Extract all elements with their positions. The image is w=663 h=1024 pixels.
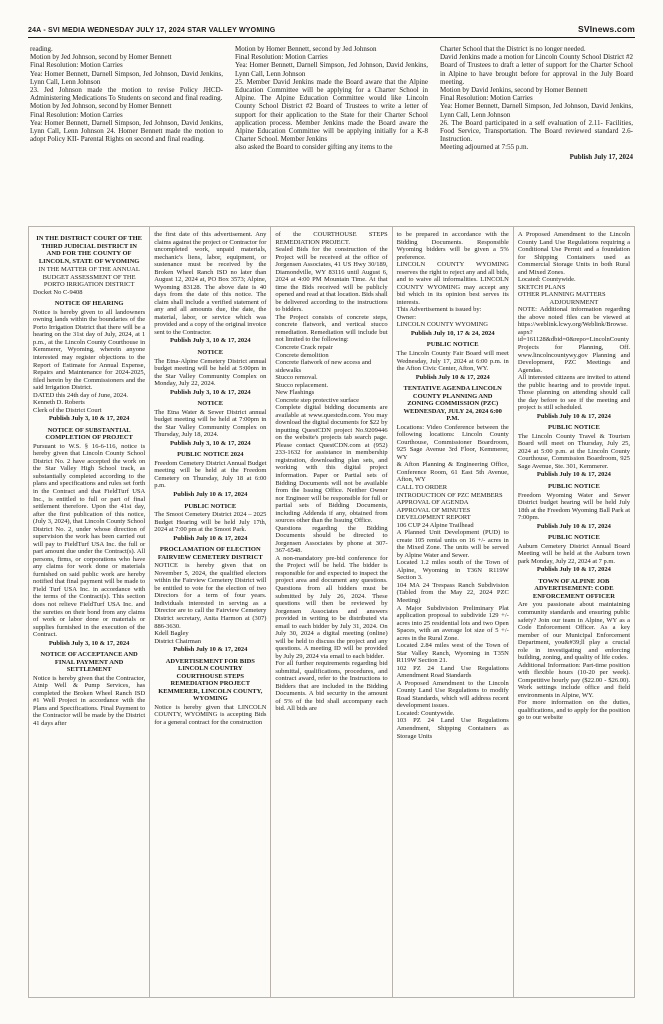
notice-heading: PUBLIC NOTICE xyxy=(184,502,237,510)
notice-heading: PUBLIC NOTICE xyxy=(547,534,600,542)
notice-paragraph: Notice is hereby given that the Contractor, Atnip Well & Pump Services, has completed the Broken Wheel Ranch ISD #1 Well Project in accordance with the Plans and Specifications. Final Payment to the Contractor will be made by the District 41 days after xyxy=(33,674,146,727)
publish-date-line: Publish July 3, 10 & 17, 2024 xyxy=(48,415,130,423)
notice-line: reading. xyxy=(30,45,53,53)
notice-line: INTRODUCTION OF PZC MEMBERS xyxy=(396,491,503,499)
notice-line: New Flashings xyxy=(275,389,315,397)
notice-line: APPROVAL OF AGENDA xyxy=(396,499,469,507)
notice-paragraph: A Planned Unit Development (PUD) to create 105 rental units on 16 +/- acres in the Mixed Zone. The units will be served by Alpine Water and Sewer. xyxy=(396,529,509,559)
notice-heading: PUBLIC NOTICE xyxy=(426,341,479,349)
top-column-1 xyxy=(30,45,223,226)
notice-paragraph: Motion by Jed Johnson, second by Homer Bennett xyxy=(30,53,172,62)
notice-paragraph: to be prepared in accordance with the Bidding Documents. Responsible Wyoming bidders will be given a 5% preference. xyxy=(396,231,509,261)
ncolumn-1 xyxy=(29,227,150,997)
notice-paragraph: All interested citizens are invited to attend the public hearing and to provide input. Those planning on attending should call the day before to see if the meeting and project is still scheduled. xyxy=(517,374,631,412)
notice-paragraph: 102 PZ 24 Land Use Regulations Amendment Road Standards xyxy=(396,664,509,680)
notice-paragraph: also asked the Board to consider gifting any items to the xyxy=(235,143,393,152)
ncolumn-2 xyxy=(150,227,271,997)
notice-line: Kdell Bagley xyxy=(154,630,189,638)
notice-paragraph: Yea: Homer Bennett, Darnell Simpson, Jed Johnson, David Jenkins, Lynn Call, Lenn Johnson xyxy=(235,61,428,78)
notice-paragraph: Additional Information: Part-time position with flexible hours (10-20 per week). Competitive hourly pay ($22.00 - $26.00). Work settings include office and field environments in Alpine, WY. xyxy=(517,661,631,699)
notice-line: Concrete flatwork of new access and sidewalks xyxy=(275,359,372,374)
notice-line: CALL TO ORDER xyxy=(396,484,448,491)
publish-date-line: Publish July 17, 2024 xyxy=(569,153,633,162)
notice-paragraph: The Etna-Alpine Cemetery District annual budget meeting will be held at 5:00pm in the Star Valley Community Complex on Monday, July 22, 2024. xyxy=(154,357,267,388)
notice-paragraph: A Major Subdivision Preliminary Plat application proposal to subdivide 129 +/- acres into 25 residential lots and two Open Spaces, with an average lot size of 5 +/- acres in the Rural Zone. xyxy=(396,604,509,642)
notice-paragraph: Yea: Homer Bennett, Darnell Simpson, Jed Johnson, David Jenkins, Lynn Call, Lenn Johnson xyxy=(30,69,223,86)
notice-heading: NOTICE OF SUBSTANTIAL COMPLETION OF PROJECT xyxy=(45,426,133,442)
notice-heading: PUBLIC NOTICE xyxy=(547,483,600,490)
notice-heading: NOTICE xyxy=(197,348,224,356)
publish-date-line: Publish July 3, 10 & 17, 2024 xyxy=(170,388,251,396)
notice-heading: TOWN OF ALPINE JOB ADVERTISEMENT: CODE ENFORCEMENT OFFICER xyxy=(532,577,615,600)
notice-paragraph: Final Resolution: Motion Carries xyxy=(440,94,533,103)
notice-paragraph: 103 PZ 24 Land Use Regulations Amendment, Shipping Containers as Storage Units xyxy=(396,717,509,740)
notice-heading: NOTICE OF ACCEPTANCE AND FINAL PAYMENT AND SETTLEMENT xyxy=(40,651,138,674)
notice-paragraph: Motion by David Jenkins, second by Homer Bennett xyxy=(440,85,588,94)
notice-heading: PUBLIC NOTICE 2024 xyxy=(177,451,244,459)
notice-paragraph: 25. Member David Jenkins made the Board aware that the Alpine Education Committee will be applying for a Charter School in Alpine. The Alpine Education Committee would like Lincoln County School District #2 Board of Trustees to write a letter of support for their application to the State for their Charter School application process. Member Jenkins made the Board aware the Alpine Education Committee will be applying initially for a K-8 Charter School. Member Jenkins xyxy=(235,77,428,144)
notice-paragraph: David Jenkins made a motion for Lincoln County School District #2 Board of Trustees to draft a letter of support for the Charter School in Alpine to have brought before for approval in the July Board meeting. xyxy=(440,53,633,86)
notice-paragraph: Motion by Homer Bennett, second by Jed Johnson xyxy=(235,45,377,53)
notice-paragraph: Freedom Wyoming Water and Sewer District budget hearing will be held July 18th at the Freedom Wyoming Ball Park at 7:00pm. xyxy=(517,491,631,522)
notice-paragraph: Sealed Bids for the construction of the Project will be received at the office of Jorgensen Associates, 41 US Hwy 30/189, Diamondville, WY 83116 until August 6, 2024 at 4:00 PM Mountain Time. At that time the Bids received will be publicly opened and read at that location. Bids shall be delivered according to the instructions to bidders. xyxy=(275,246,388,314)
ncolumn-3 xyxy=(271,227,392,997)
notice-paragraph: Auburn Cemetery District Annual Board Meeting will be held at the Auburn town park Monday, July 22, 2024 at 7 p.m. xyxy=(517,542,631,565)
notice-line: This Advertisement is issued by: xyxy=(396,306,482,314)
notice-paragraph: the first date of this advertisement. Any claims against the project or Contractor for uncompleted work, unpaid materials, mechanic's liens, labor, equipment, or sustenance must be received by the Broken Wheel Ranch ISD no later than August 12, 2024 at, PO Box 3573; Alpine, Wyoming 83128. The above date is 40 days from the date of this notice. The claim shall include a verified statement of any and all amounts due, the date, the material, labor, or service which was provided and a copy of the original invoice sent to the Contractor. xyxy=(154,231,267,336)
board-minutes-continuation xyxy=(28,38,635,226)
notice-paragraph: For more information on the duties, qualifications, and to apply for the position go to our website xyxy=(517,699,631,722)
notice-heading: PROCLAMATION OF ELECTION FAIRVIEW CEMETERY DISTRICT xyxy=(157,546,263,561)
notice-paragraph: Complete digital bidding documents are available at www.questcdn.com. You may download the digital documents for $22 by inputting QuestCDN project No.9209446 on the website's projects tab search page. Please contact QuestCDN.com at (952) 233-1632 for assistance in membership registration, downloading plan sets, and working with this digital project information. Paper or Partial sets of Bidding Documents will not be available from the Issuing Office. Neither Owner nor Engineer will be responsible for full or partial sets of Bidding Documents, including Addenda if any, obtained from sources other than the Issuing Office. xyxy=(275,404,388,525)
notice-paragraph: 26. The Board participated in a self evaluation of 2.11- Facilities, Food Service, Transportation. The Board reviewed standard 2.6- Instruction. xyxy=(440,118,633,144)
notice-heading: TENTATIVE AGENDA LINCOLN COUNTY PLANNING AND ZONING COMMISSION (PZC) WEDNESDAY, JULY 24, 2024 6:00 P.M. xyxy=(403,385,502,423)
notice-line: Docket No C-9408 xyxy=(33,288,83,296)
notice-paragraph: Located 1.2 miles south of the Town of Alpine, Wyoming in T36N R119W Section 3. xyxy=(396,559,509,582)
notice-paragraph: 104 MA 24 Trespass Ranch Subdivision (Tabled from the May 22, 2024 PZC Meeting) xyxy=(396,581,509,604)
notice-line: 106 CUP 24 Alpine Trailhead xyxy=(396,521,474,529)
notice-paragraph: The Smoot Cemetery District 2024 – 2025 Budget Hearing will be held July 17th, 2024 at 7:00 pm at the Smoot Park. xyxy=(154,511,267,534)
notice-line: Stucco removal. xyxy=(275,374,318,382)
notice-paragraph: The Lincoln County Travel & Tourism Board will meet on Thursday, July 25, 2024 at 5:00 p.m. at the Lincoln County Courthouse, Commission Boardroom, 925 Sage Avenue, Ste. 301, Kemmerer. xyxy=(517,432,631,470)
notice-paragraph: NOTICE is hereby given that on November 5, 2024, the qualified electors within the Fairview Cemetery District will be entitled to vote for the election of two Directors for a term of four years. Individuals interested in serving as a Director are to call the Fairview Cemetery District secretary, Anita Harmon at (307) 886-3630. xyxy=(154,562,267,630)
notice-heading: NOTICE xyxy=(197,400,224,408)
notice-paragraph: Notice is hereby given to all landowners owning lands within the boundaries of the Porto Irrigation District that there will be a hearing on the 31st day of July, 2024, at 1 p.m., at the Lincoln County Courthouse in Kemmerer, Wyoming, wherein anyone interested may register objections to the Report of Estimate for Annual Expense, Repairs and Maintenance for 2024-2025, filed herein by the Commissioners and the said Irrigation District. xyxy=(33,308,146,392)
notice-paragraph: Final Resolution: Motion Carries xyxy=(30,110,123,119)
notice-paragraph: Motion by Jed Johnson, second by Homer Bennett xyxy=(30,102,172,111)
notice-line: Located: Countywide. xyxy=(396,709,455,717)
notice-paragraph: Projects for Planning, Off. www.lincolncountywy.gov Planning and Development, PZC Meetings and Agendas. xyxy=(517,343,631,374)
notice-line: OTHER PLANNING MATTERS xyxy=(517,291,606,299)
ncolumn-5 xyxy=(514,227,634,997)
notice-centered-line: IN THE MATTER OF THE ANNUAL BUDGET ASSESSMENT OF THE PORTO IRRIGATION DISTRICT xyxy=(38,266,140,289)
notice-paragraph: Final Resolution: Motion Carries xyxy=(30,61,123,70)
masthead-url: SVInews.com xyxy=(578,24,635,34)
notice-paragraph: For all further requirements regarding bid submittal, qualifications, procedures, and contract award, refer to the Instructions to Bidders that are included in the Bidding Documents. A bid security in the amount of 5% of the bid shall accompany each bid. All bids are xyxy=(275,660,388,713)
publish-date-line: Publish July 10 & 17, 2024 xyxy=(173,491,248,498)
notice-line: Kenneth D. Roberts xyxy=(33,399,85,407)
notice-paragraph: Yea: Homer Bennett, Darnell Simpson, Jed Johnson, David Jenkins, Lynn Call, Lenn Johnson 24. Homer Bennett made the motion to adopt Policy KII- Parental Rights on second and final reading. xyxy=(30,118,223,144)
notice-line: SKETCH PLANS xyxy=(517,283,566,291)
notice-paragraph: Notice is hereby given that LINCOLN COUNTY, WYOMING is accepting Bids for a general contract for the construction xyxy=(154,703,267,726)
notice-paragraph: Final Resolution: Motion Carries xyxy=(235,53,328,62)
publish-date-line: Publish July 3, 10 & 17, 2024 xyxy=(48,639,130,647)
notice-paragraph: Questions regarding the Bidding Documents should be directed to Jorgensen Associates by phone at 307-367-6548. xyxy=(275,524,388,555)
publish-date-line: Publish July 10 & 17, 2024 xyxy=(173,534,248,542)
notice-line: Concrete Crack repair xyxy=(275,343,333,351)
notice-paragraph: Pursuant to W.S. § 16-6-116, notice is hereby given that Lincoln County School District No. 2 have accepted the work on the Star Valley High School track, as substantially completed according to the plans and specifications and rules set forth in the Contract and that FieldTurf USA Inc., is entitled to full or part of final settlement therefore. Upon the 41st day, after the first publication of this notice, (July 3, 2024), that Lincoln County School District No. 2, under whose direction of supervision the work has been carried out will pay to FieldTurf USA Inc. the full or part amount due under the Contract(s). All persons, firms, or corporations who have any claims for work done or materials furnished on said public work are hereby notified that final payment will be made to Field Turf USA Inc. in accordance with the terms of the Contract(s). This section does not relieve FieldTurf USA Inc. and the sureties on their bond from any claims of work or labor done or materials or supplies furnished in the execution of the Contract. xyxy=(33,442,146,639)
notice-line: LINCOLN COUNTY WYOMING xyxy=(396,321,488,329)
top-column-2 xyxy=(235,45,428,226)
notice-line: Clerk of the District Court xyxy=(33,406,102,414)
notice-heading: ADVERTISEMENT FOR BIDS LINCOLN COUNTRY COURTHOUSE STEPS REMEDIATION PROJECT KEMMERER, LINCOLN COUNTY, WYOMING xyxy=(158,657,263,703)
publish-date-line: Publish July 10 & 17, 2024 xyxy=(536,471,611,479)
notice-line: Concrete step protective surface xyxy=(275,396,359,404)
notice-paragraph: Yea: Homer Bennett, Darnell Simpson, Jed Johnson, David Jenkins, Lynn Call, Lenn Johnson xyxy=(440,102,633,119)
notice-paragraph: & Afton Planning & Engineering Office, Conference Room, 61 East 5th Avenue, Afton, WY xyxy=(396,461,509,484)
notice-paragraph: LINCOLN COUNTY WYOMING reserves the right to reject any and all bids, and to waive all informalities. LINCOLN COUNTY WYOMING may accept any bid which in its opinion best serves its interests. xyxy=(396,261,509,306)
publish-date-line: Publish July 10 & 17, 2024 xyxy=(536,412,611,420)
notice-centered-line: ADJOURNMENT xyxy=(549,298,599,306)
publish-date-line: Publish July 10 & 17, 2024 xyxy=(536,522,611,530)
notice-paragraph: of the COURTHOUSE STEPS REMEDIATION PROJECT. xyxy=(275,231,388,246)
notice-heading: NOTICE OF HEARING xyxy=(54,300,124,308)
publish-date-line: Publish July 10, 17 & 24, 2024 xyxy=(410,329,495,337)
notice-line: DEVELOPMENT REPORT xyxy=(396,514,471,522)
legal-notices-section xyxy=(28,226,635,998)
notice-paragraph: A non-mandatory pre-bid conference for the Project will be held. The bidder is responsible for and expected to inspect the project area and document any questions. Questions from all bidders must be submitted by July 26, 2024. These questions will then be reviewed by Jorgensen Associates and answers provided in writing to be distributed via email to each bidder by July 31, 2024. On July 30, 2024 a digital meeting (online) will be held to discuss the project and any questions. A meeting ID will be provided by July 29, 2024 via email to each bidder. xyxy=(275,554,388,660)
notice-line: Owner: xyxy=(396,313,417,321)
notice-heading: IN THE DISTRICT COURT OF THE THIRD JUDICIAL DISTRICT IN AND FOR THE COUNTY OF LINCOLN, STATE OF WYOMING xyxy=(36,235,142,265)
notice-paragraph: Locations: Video Conference between the following locations: Lincoln County Courthouse, Commissioner Boardroom, 925 Sage Avenue 3rd Floor, Kemmerer, WY xyxy=(396,423,509,461)
notice-paragraph: Located 2.84 miles west of the Town of Star Valley Ranch, Wyoming in T35N R119W Section 21. xyxy=(396,642,509,665)
notice-paragraph: The Etna Water & Sewer District annual budget meeting will be held at 7:00pm in the Star Valley Community Complex on Thursday, July 18, 2024. xyxy=(154,408,267,439)
notice-paragraph: A Proposed Amendment to the Lincoln County Land Use Regulations to modify Road Standards, which will address recent development issues. xyxy=(396,679,509,710)
notice-paragraph: The Lincoln County Fair Board will meet Wednesday, July 17, 2024 at 6:00 p.m. in the Afton Civic Center, Afton, WY. xyxy=(396,349,509,373)
notice-line: Concrete demolition xyxy=(275,351,329,359)
notice-line: Located: Countywide. xyxy=(517,276,576,284)
page-header-left: 24A - SVI MEDIA WEDNESDAY JULY 17, 2024 STAR VALLEY WYOMING xyxy=(28,27,276,34)
notice-line: Stucco replacement. xyxy=(275,381,329,389)
notice-paragraph: NOTE: Additional information regarding the above noted files can be viewed at https://weblink.lcwy.org/Weblink/Browse.aspx?id=161128&dbid=0&repo=LincolnCounty xyxy=(517,306,631,344)
notice-paragraph: Charter School that the District is no longer needed. xyxy=(440,45,586,53)
notice-paragraph: Are you passionate about maintaining community standards and ensuring public safety? Join our team in Alpine, WY as a Code Enforcement Officer. As a key member of our Municipal Enforcement Department, you&#39;ll play a crucial role in investigating and enforcing building, zoning, and quality of life codes. xyxy=(517,601,631,662)
notice-line: District Chairman xyxy=(154,637,201,645)
notice-paragraph: Meeting adjourned at 7:55 p.m. xyxy=(440,143,529,152)
notice-paragraph: The Project consists of concrete steps, concrete flatwork, and vertical stucco remediation. Remediation will include but not limited to the following: xyxy=(275,313,388,344)
notice-line: DATED this 24th day of June, 2024. xyxy=(33,391,128,399)
ncolumn-4 xyxy=(393,227,514,997)
publish-date-line: Publish July 3, 10 & 17, 2024 xyxy=(170,439,251,447)
notice-line: APPROVAL OF MINUTES xyxy=(396,506,471,514)
notice-heading: PUBLIC NOTICE xyxy=(547,424,600,432)
publish-date-line: Publish July 10 & 17, 2024 xyxy=(415,373,490,381)
notice-paragraph: 23. Jed Johnson made the motion to revise Policy JHCD-Administering Medications To Students on second and final reading. xyxy=(30,85,223,103)
publish-date-line: Publish July 10 & 17, 2024 xyxy=(173,646,248,654)
publish-date-line: Publish July 10 & 17, 2024 xyxy=(536,566,611,574)
top-column-3 xyxy=(440,45,633,226)
notice-paragraph: Freedom Cemetery District Annual Budget meeting will be held at the Freedom Cemetery on Thursday, July 18 at 6:00 p.m. xyxy=(154,459,267,490)
page-header xyxy=(28,24,635,34)
notice-paragraph: A Proposed Amendment to the Lincoln County Land Use Regulations requiring a Conditional Use Permit and a foundation for Shipping Containers used as Commercial Storage Units in both Rural and Mixed Zones. xyxy=(517,231,631,276)
publish-date-line: Publish July 3, 10 & 17, 2024 xyxy=(170,337,251,345)
